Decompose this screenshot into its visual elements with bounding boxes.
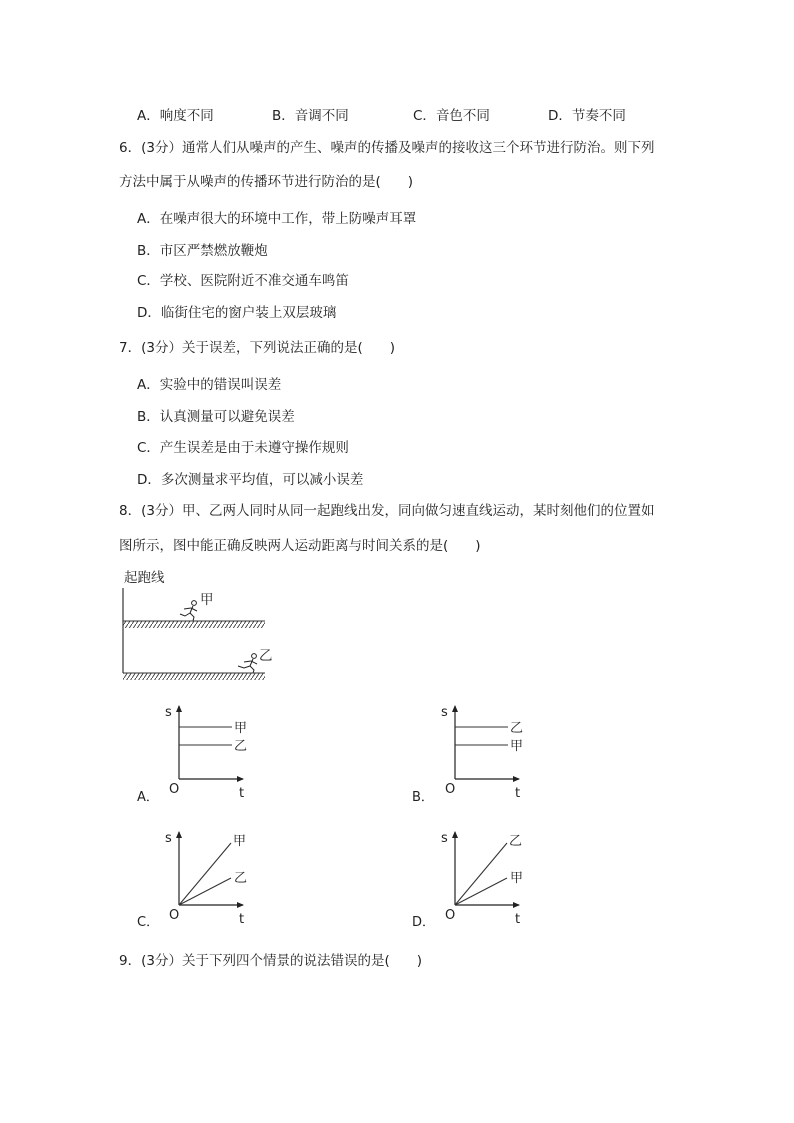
- q5-option-b: B．音调不同: [272, 108, 349, 124]
- q6-option-a: A．在噪声很大的环境中工作，带上防噪声耳罩: [137, 211, 417, 227]
- q7-stem: 7．(3分）关于误差，下列说法正确的是( ): [119, 340, 395, 356]
- q7-option-b: B．认真测量可以避免误差: [137, 409, 295, 425]
- graph-c-x-arrow: [237, 902, 244, 908]
- graph-a-upper-label: 甲: [234, 721, 248, 736]
- q5-option-c: C．音色不同: [413, 108, 490, 124]
- graph-d-line-lower: [455, 878, 507, 905]
- graph-b-option-label: B．: [412, 790, 434, 805]
- graph-a-option-label: A．: [137, 790, 159, 805]
- graph-d-y-label: s: [441, 831, 448, 846]
- q8-stem-line1: 8．(3分）甲、乙两人同时从同一起跑线出发，同向做匀速直线运动，某时刻他们的位置如: [119, 503, 655, 519]
- graph-c-line-upper: [179, 843, 231, 905]
- q6-stem-line2: 方法中属于从噪声的传播环节进行防治的是( ): [119, 174, 414, 190]
- graph-c-option-label: C．: [137, 915, 160, 930]
- graph-a-x-arrow: [237, 776, 244, 782]
- q7-option-c: C．产生误差是由于未遵守操作规则: [137, 440, 349, 456]
- graph-c-upper-label: 甲: [233, 834, 247, 849]
- graph-b-x-label: t: [515, 786, 521, 801]
- graph-b-lower-label: 甲: [510, 739, 524, 754]
- q9-stem: 9．(3分）关于下列四个情景的说法错误的是( ): [119, 953, 422, 969]
- q7-option-d: D．多次测量求平均值，可以减小误差: [137, 472, 364, 488]
- q6-option-d: D．临街住宅的窗户装上双层玻璃: [137, 305, 337, 321]
- graph-c: [137, 831, 247, 930]
- graph-c-x-label: t: [239, 912, 245, 927]
- graph-a-y-label: s: [165, 705, 172, 720]
- graph-b-y-arrow: [452, 705, 458, 712]
- q8-stem-line2: 图所示，图中能正确反映两人运动距离与时间关系的是( ): [119, 538, 481, 554]
- graph-d-option-label: D．: [412, 915, 436, 930]
- q6-option-c: C．学校、医院附近不准交通车鸣笛: [137, 273, 349, 289]
- start-line-label: 起跑线: [124, 570, 165, 586]
- graph-d-line-upper: [455, 843, 507, 905]
- graph-c-lower-label: 乙: [234, 871, 248, 886]
- q6-option-b: B．市区严禁燃放鞭炮: [137, 243, 268, 259]
- graph-b-y-label: s: [441, 705, 448, 720]
- graph-d-x-label: t: [515, 912, 521, 927]
- graph-b-origin-label: O: [445, 782, 456, 797]
- graph-a-y-arrow: [176, 705, 182, 712]
- graph-c-origin-label: O: [169, 908, 180, 923]
- graph-a-origin-label: O: [169, 782, 180, 797]
- graph-b: [412, 705, 523, 805]
- graph-d-x-arrow: [513, 902, 520, 908]
- graph-a-x-label: t: [239, 786, 245, 801]
- q5-option-a: A．响度不同: [137, 108, 214, 124]
- graph-d-y-arrow: [452, 831, 458, 838]
- graph-b-upper-label: 乙: [510, 721, 524, 736]
- graph-c-y-label: s: [165, 831, 172, 846]
- graph-c-y-arrow: [176, 831, 182, 838]
- graph-a: [137, 705, 247, 805]
- graph-c-line-lower: [179, 878, 231, 905]
- graph-d-origin-label: O: [445, 908, 456, 923]
- q6-stem-line1: 6．(3分）通常人们从噪声的产生、噪声的传播及噪声的接收这三个环节进行防治。则下列: [119, 140, 655, 156]
- q7-option-a: A．实验中的错误叫误差: [137, 377, 282, 393]
- runner-a-label: 甲: [200, 592, 214, 608]
- runner-b-label: 乙: [259, 648, 273, 664]
- graph-d: [412, 831, 523, 930]
- q5-option-d: D．节奏不同: [548, 108, 626, 124]
- graph-d-upper-label: 乙: [509, 834, 523, 849]
- graph-a-lower-label: 乙: [234, 739, 248, 754]
- graph-d-lower-label: 甲: [510, 871, 524, 886]
- graph-b-x-arrow: [513, 776, 520, 782]
